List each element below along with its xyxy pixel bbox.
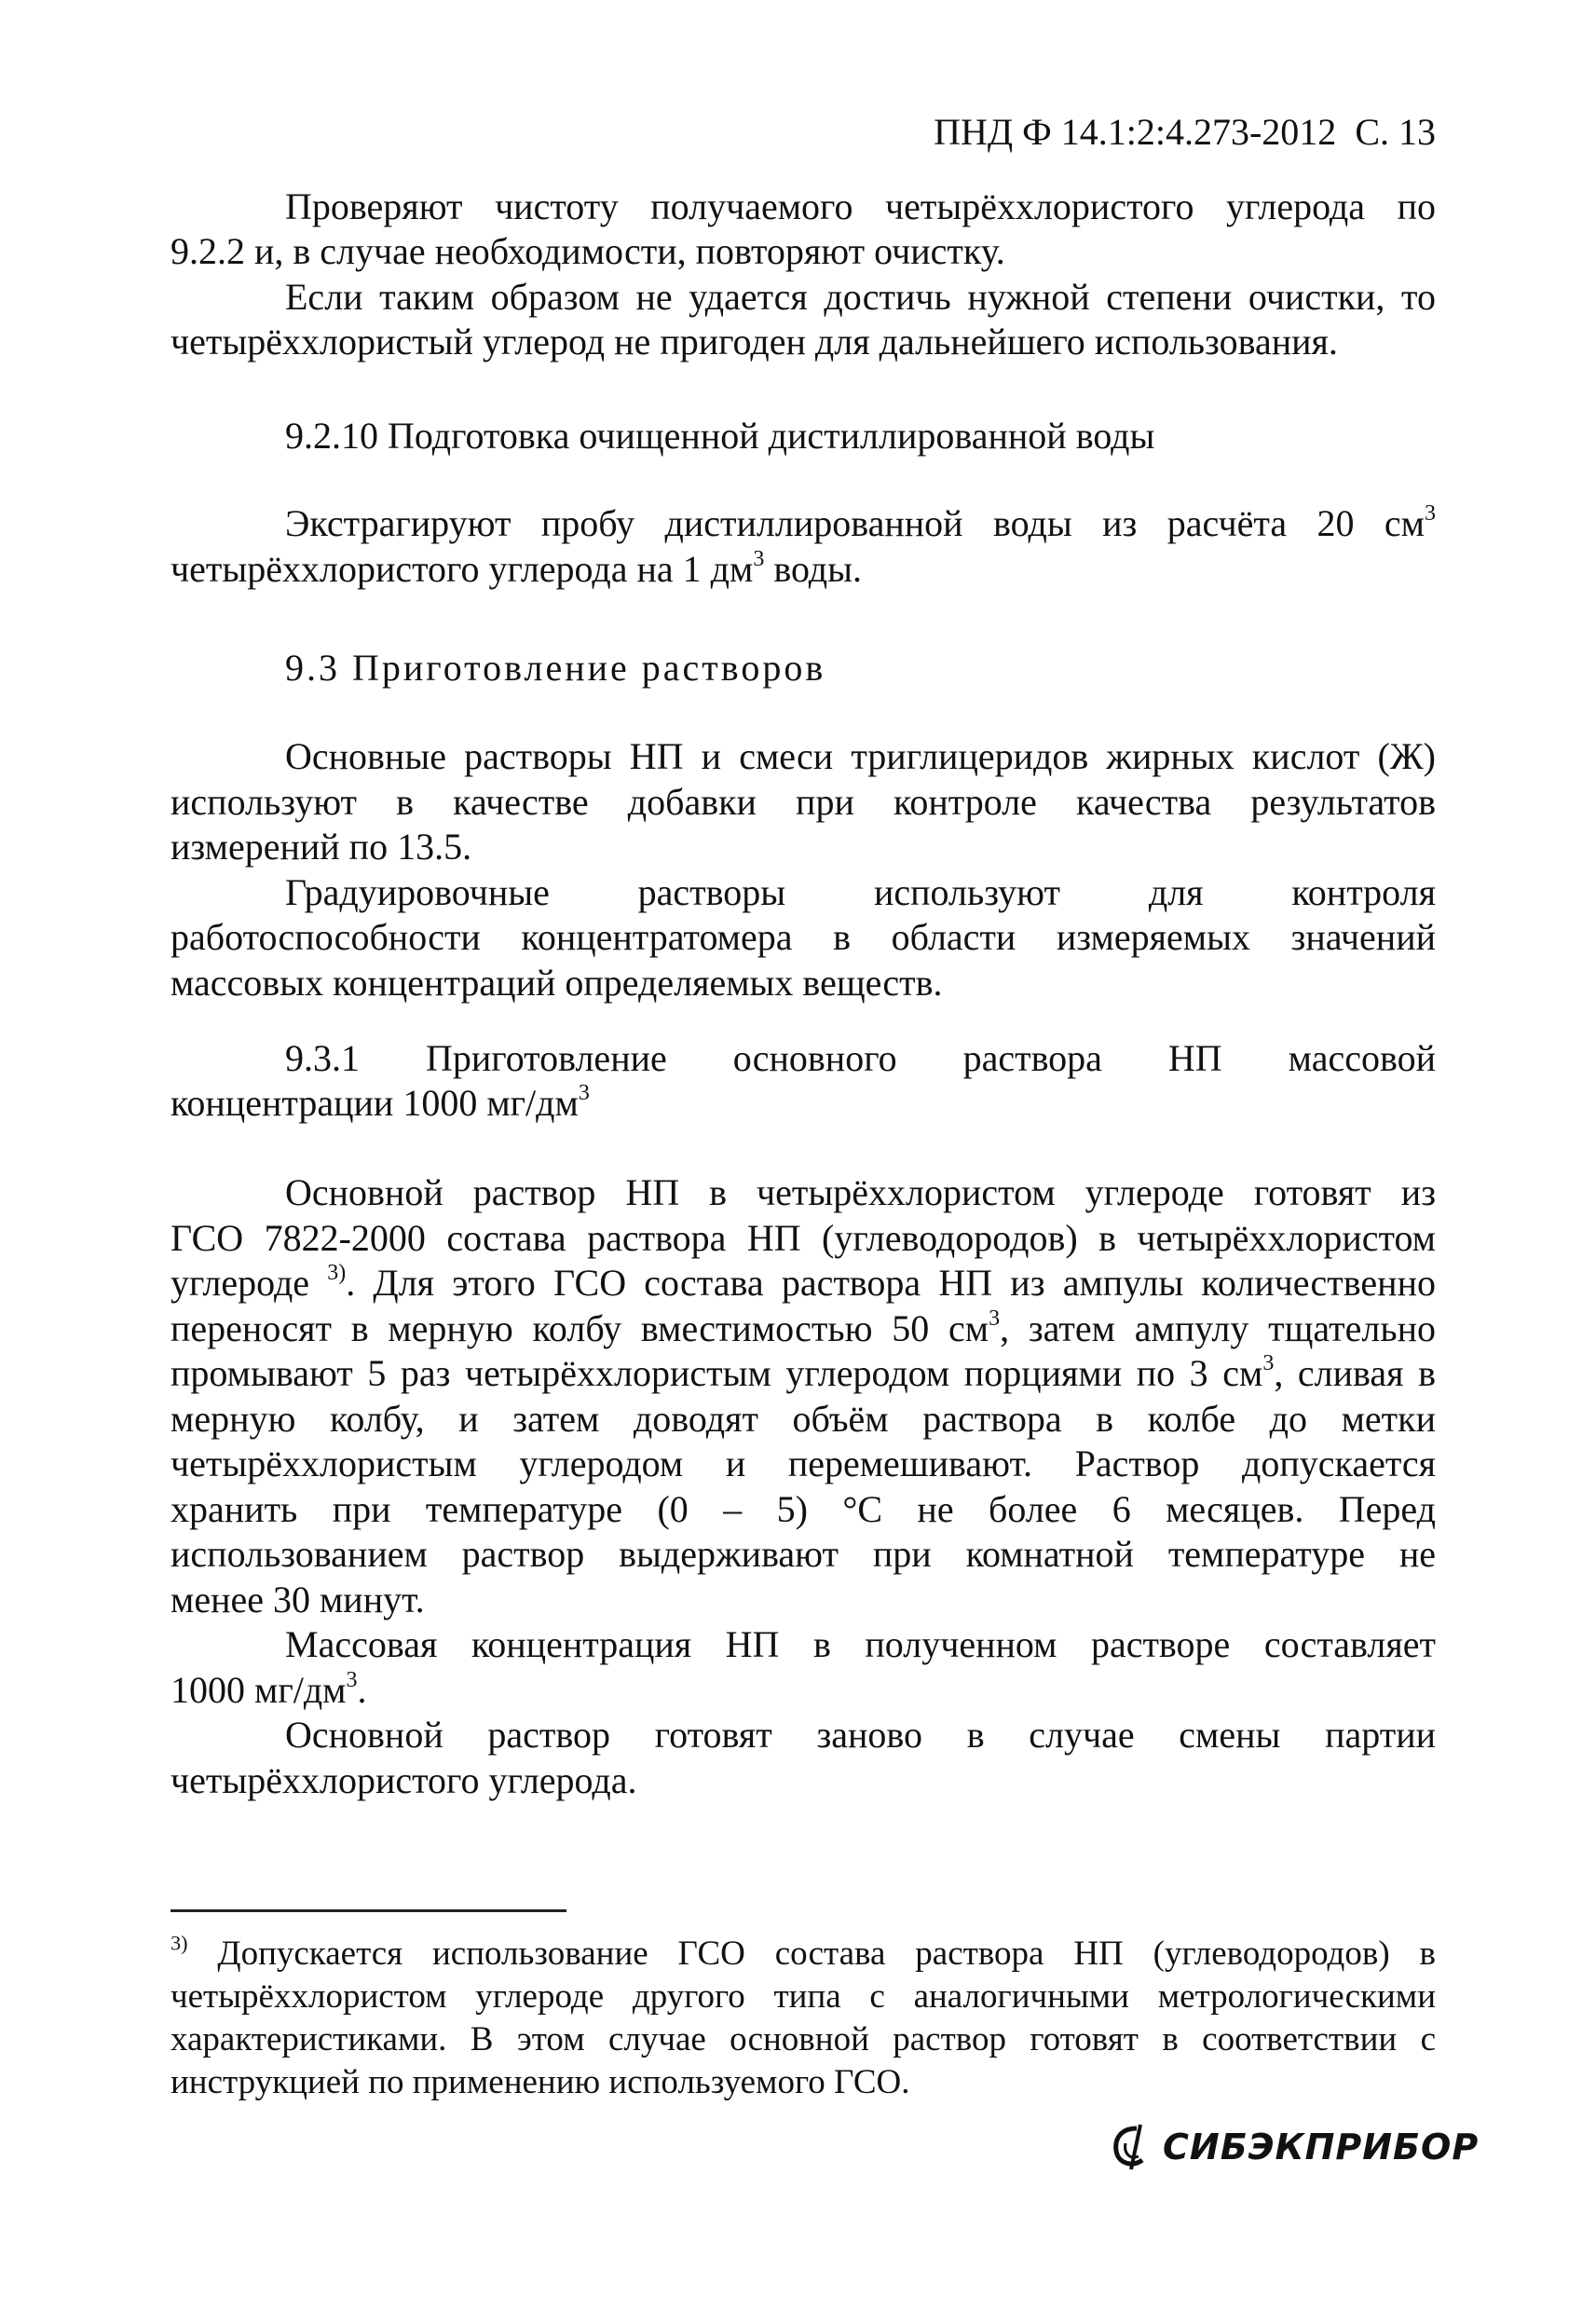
paragraph-line: менее 30 минут. [171,1579,425,1620]
publisher-logo [1109,2123,1479,2171]
footnote-marker: 3) [171,1933,188,1955]
paragraph-line: Проверяют чистоту получаемого четырёххлористого углерода по [285,185,1436,227]
page-header [934,110,1436,155]
paragraph-line: хранить при температуре (0 – 5) °С не более 6 месяцев. Перед [171,1488,1436,1530]
paragraph-line: четырёххлористого углерода. [171,1759,637,1801]
footnote-line: четырёххлористом углероде другого типа с аналогичными метрологическими [171,1977,1436,2016]
page-number: С. 13 [1355,111,1436,153]
footnote-reference[interactable]: 3) [327,1261,347,1286]
paragraph-line [285,501,1436,546]
superscript: 3 [753,547,765,572]
superscript: 3 [1425,501,1436,526]
text-fragment: четырёххлористого углерода на 1 дм [171,548,754,590]
paragraph-line: мерную колбу, и затем доводят объём раствора в колбе до метки [171,1398,1436,1440]
section-heading-9-3-1: 9.3.1 Приготовление основного раствора НП массовой [285,1037,1436,1079]
paragraph-line: четырёххлористым углеродом и перемешивают. Раствор допускается [171,1443,1436,1484]
paragraph-line: измерений по 13.5. [171,826,472,868]
paragraph-line: Основной раствор НП в четырёххлористом углероде готовят из [285,1171,1436,1213]
superscript: 3 [346,1668,358,1693]
text-fragment: , затем ампулу тщательно [1000,1307,1436,1349]
text-fragment: концентрации 1000 мг/дм [171,1082,579,1124]
paragraph-line: ГСО 7822-2000 состава раствора НП (углеводородов) в четырёххлористом [171,1217,1436,1259]
text-fragment: промывают 5 раз четырёххлористым углеродом порциями по 3 см [171,1352,1263,1394]
paragraph-line: используют в качестве добавки при контроле качества результатов [171,781,1436,823]
text-fragment: 1000 мг/дм [171,1669,347,1711]
paragraph-line: 9.2.2 и, в случае необходимости, повторяют очистку. [171,230,1005,272]
paragraph-line: массовых концентраций определяемых веществ. [171,962,943,1004]
text-fragment: , сливая в [1274,1352,1436,1394]
paragraph-line: Основные растворы НП и смеси триглицеридов жирных кислот (Ж) [285,735,1436,777]
superscript: 3 [1262,1351,1275,1376]
text-fragment: Экстрагируют пробу дистиллированной воды из расчёта 20 см [285,502,1425,544]
section-heading-9-3-1-cont [171,1081,1436,1126]
text-fragment: . Для этого ГСО состава раствора НП из ампулы количественно [346,1262,1436,1304]
paragraph-line [171,1306,1436,1351]
footnote-line [171,1933,1436,1976]
footnote-line: характеристиками. В этом случае основной раствор готовят в соответствии с [171,2020,1436,2058]
text-fragment: углероде [171,1262,328,1304]
footnote-line: инструкцией по применению используемого ГСО. [171,2063,910,2101]
text-fragment: . [357,1669,367,1711]
superscript: 3 [578,1081,590,1106]
paragraph-line [171,1261,1436,1306]
section-heading-9-3: 9.3 Приготовление растворов [285,647,826,689]
paragraph-line: четырёххлористый углерод не пригоден для дальнейшего использования. [171,321,1338,362]
sibekopribor-logo-icon [1109,2123,1157,2171]
superscript: 3 [989,1306,1001,1332]
paragraph-line: Если таким образом не удается достичь нужной степени очистки, то [285,276,1436,318]
footnote-divider [171,1909,566,1912]
paragraph-line: работоспособности концентратомера в области измеряемых значений [171,916,1436,958]
document-code: ПНД Ф 14.1:2:4.273-2012 [934,111,1337,153]
paragraph-line: использованием раствор выдерживают при комнатной температуре не [171,1533,1436,1575]
paragraph-line [171,1668,1436,1713]
text-fragment: переносят в мерную колбу вместимостью 50 см [171,1307,989,1349]
section-heading-9-2-10: 9.2.10 Подготовка очищенной дистиллированной воды [285,415,1155,457]
paragraph-line [171,547,1436,592]
paragraph-line: Градуировочные растворы используют для контроля [285,871,1436,913]
text-fragment: воды. [764,548,863,590]
paragraph-line [171,1351,1436,1396]
paragraph-line: Массовая концентрация НП в полученном растворе составляет [285,1623,1436,1665]
logo-text: СИБЭКПРИБОР [1163,2126,1480,2167]
paragraph-line: Основной раствор готовят заново в случае смены партии [285,1714,1436,1756]
text-fragment: Допускается использование ГСО состава раствора НП (углеводородов) в [187,1935,1436,1973]
